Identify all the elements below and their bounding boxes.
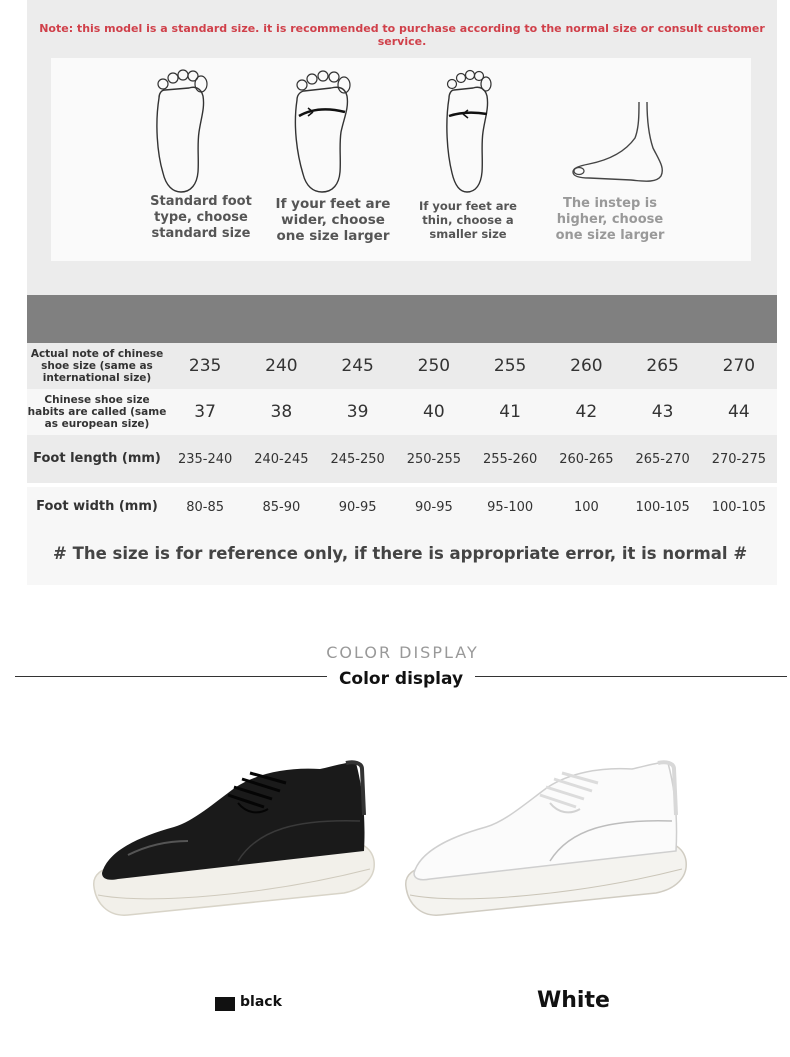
size-cell: 38 (243, 389, 319, 435)
foot-caption-instep: The instep is higher, choose one size larger (555, 196, 665, 243)
row-label-international: Actual note of chinese shoe size (same as international size) (27, 343, 167, 389)
heading-divider-right (475, 676, 787, 677)
size-cell: 44 (701, 389, 777, 435)
row-label-european: Chinese shoe size habits are called (same as european size) (27, 389, 167, 435)
size-cell: 41 (472, 389, 548, 435)
size-cell: 270 (701, 343, 777, 389)
size-cell: 240 (243, 343, 319, 389)
size-cell: 235 (167, 343, 243, 389)
heading-divider-left (15, 676, 327, 677)
reference-note-strip (27, 527, 777, 585)
table-row (27, 343, 777, 389)
white-shoe-image (400, 755, 700, 929)
size-cell: 250 (396, 343, 472, 389)
size-cell: 235-240 (167, 435, 243, 483)
table-row (27, 389, 777, 435)
size-cell: 265 (625, 343, 701, 389)
foot-caption-wide: If your feet are wider, choose one size larger (275, 196, 391, 244)
thin-foot-icon (439, 68, 495, 193)
size-cell: 95-100 (472, 487, 548, 527)
black-color-swatch (215, 997, 235, 1011)
foot-caption-standard: Standard foot type, choose standard size (150, 194, 252, 241)
size-cell: 245-250 (320, 435, 396, 483)
size-cell: 255-260 (472, 435, 548, 483)
size-cell: 85-90 (243, 487, 319, 527)
size-cell: 37 (167, 389, 243, 435)
size-cell: 90-95 (396, 487, 472, 527)
size-note: Note: this model is a standard size. it is recommended to purchase according to the normal size or consult customer service. (39, 22, 765, 48)
standard-foot-icon (151, 68, 211, 193)
color-label-white: White (537, 988, 610, 1013)
size-cell: 270-275 (701, 435, 777, 483)
wide-foot-icon (291, 68, 353, 193)
reference-note: # The size is for reference only, if there is appropriate error, it is normal # (53, 544, 748, 563)
size-table (27, 343, 777, 527)
size-cell: 43 (625, 389, 701, 435)
size-cell: 100 (548, 487, 624, 527)
color-display-heading: Color display (338, 669, 464, 689)
size-cell: 42 (548, 389, 624, 435)
size-cell: 255 (472, 343, 548, 389)
size-cell: 260-265 (548, 435, 624, 483)
size-cell: 80-85 (167, 487, 243, 527)
size-cell: 100-105 (625, 487, 701, 527)
size-cell: 90-95 (320, 487, 396, 527)
size-cell: 265-270 (625, 435, 701, 483)
table-row (27, 435, 777, 483)
size-table-header-bar (27, 295, 777, 343)
size-cell: 40 (396, 389, 472, 435)
size-cell: 245 (320, 343, 396, 389)
table-row (27, 487, 777, 527)
row-label-foot-width: Foot width (mm) (27, 487, 167, 527)
foot-type-card (51, 58, 751, 261)
foot-caption-thin: If your feet are thin, choose a smaller size (419, 199, 517, 241)
high-instep-foot-icon (569, 98, 689, 188)
color-display-heading-en: COLOR DISPLAY (326, 643, 479, 662)
size-cell: 39 (320, 389, 396, 435)
size-guide-panel (27, 0, 777, 295)
size-cell: 260 (548, 343, 624, 389)
row-label-foot-length: Foot length (mm) (27, 435, 167, 483)
black-shoe-image (88, 755, 388, 929)
size-cell: 250-255 (396, 435, 472, 483)
size-cell: 240-245 (243, 435, 319, 483)
color-label-black: black (240, 994, 282, 1010)
size-cell: 100-105 (701, 487, 777, 527)
